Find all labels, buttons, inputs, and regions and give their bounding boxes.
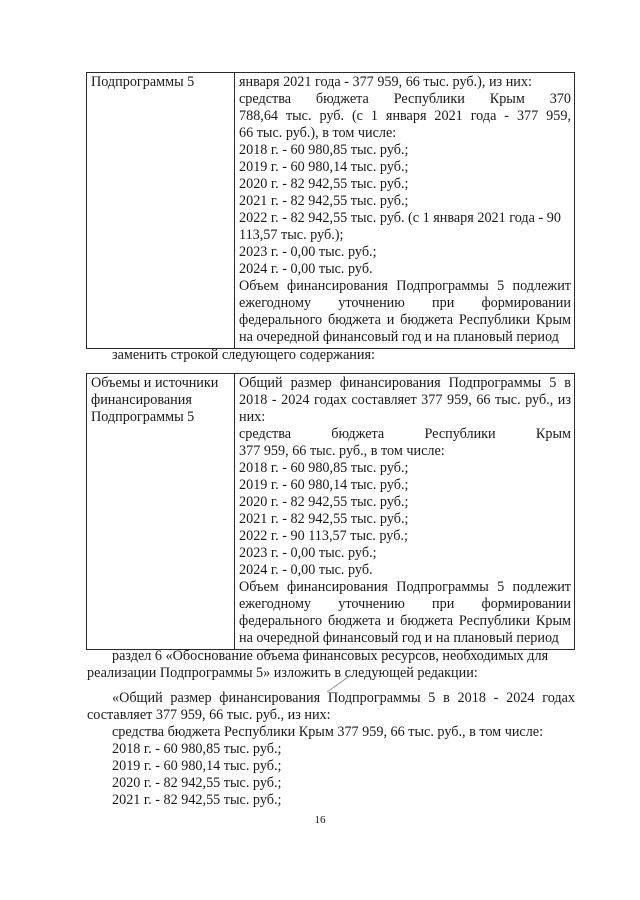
content-line: 2018 г. - 60 980,85 тыс. руб.; bbox=[239, 142, 409, 158]
content-line: федерального бюджета и бюджета Республики Крым bbox=[239, 613, 571, 629]
content-line: 2023 г. - 0,00 тыс. руб.; bbox=[239, 545, 377, 561]
table-content-cell bbox=[235, 374, 575, 650]
content-line: 2022 г. - 90 113,57 тыс. руб.; bbox=[239, 528, 408, 544]
content-line: на очередной финансовый год и на плановый период bbox=[239, 630, 559, 646]
financing-table-new bbox=[86, 373, 575, 650]
content-line: 2021 г. - 82 942,55 тыс. руб.; bbox=[239, 193, 409, 209]
page-number: 16 bbox=[314, 814, 326, 826]
content-line: 377 959, 66 тыс. руб., в том числе: bbox=[239, 443, 445, 459]
table-label-line: финансирования bbox=[91, 392, 192, 408]
content-line: Объем финансирования Подпрограммы 5 подлежит bbox=[239, 278, 571, 294]
quote-line: «Общий размер финансирования Подпрограммы 5 в 2018 - 2024 годах bbox=[112, 690, 575, 706]
content-line: 2023 г. - 0,00 тыс. руб.; bbox=[239, 244, 377, 260]
content-line: 66 тыс. руб.), в том числе: bbox=[239, 125, 397, 141]
quote-line: 2018 г. - 60 980,85 тыс. руб.; bbox=[112, 741, 282, 757]
content-line: 2024 г. - 0,00 тыс. руб. bbox=[239, 562, 373, 578]
content-line: федерального бюджета и бюджета Республики Крым bbox=[239, 312, 571, 328]
quote-line: составляет 377 959, 66 тыс. руб., из них: bbox=[87, 707, 331, 723]
content-line: ежегодному уточнению при формировании bbox=[239, 596, 571, 612]
content-line: Общий размер финансирования Подпрограммы 5 в bbox=[239, 375, 571, 391]
content-line: 2019 г. - 60 980,14 тыс. руб.; bbox=[239, 159, 409, 175]
content-line: на очередной финансовый год и на плановый период bbox=[239, 329, 559, 345]
table-content-cell bbox=[235, 73, 575, 349]
content-line: 2021 г. - 82 942,55 тыс. руб.; bbox=[239, 511, 409, 527]
content-line: Объем финансирования Подпрограммы 5 подлежит bbox=[239, 579, 571, 595]
content-line: 2019 г. - 60 980,14 тыс. руб.; bbox=[239, 477, 409, 493]
section-intro-line: реализации Подпрограммы 5» изложить в следующей редакции: bbox=[87, 665, 478, 681]
content-line: ежегодному уточнению при формировании bbox=[239, 295, 571, 311]
content-line: них: bbox=[239, 409, 266, 425]
content-line: средства бюджета Республики Крым 370 bbox=[239, 91, 571, 107]
table-label-cell bbox=[87, 374, 235, 650]
quote-line: 2021 г. - 82 942,55 тыс. руб.; bbox=[112, 792, 282, 808]
content-line: 2024 г. - 0,00 тыс. руб. bbox=[239, 261, 373, 277]
content-line: января 2021 года - 377 959, 66 тыс. руб.), из них: bbox=[239, 74, 532, 90]
content-line: средства бюджета Республики Крым bbox=[239, 426, 571, 442]
replace-instruction: заменить строкой следующего содержания: bbox=[112, 347, 375, 363]
table-label: Подпрограммы 5 bbox=[91, 74, 195, 90]
quote-line: 2019 г. - 60 980,14 тыс. руб.; bbox=[112, 758, 282, 774]
content-line: 2018 - 2024 годах составляет 377 959, 66 тыс. руб., из bbox=[239, 392, 571, 408]
table-label-line: Подпрограммы 5 bbox=[91, 409, 195, 425]
table-label-cell bbox=[87, 73, 235, 349]
table-label-line: Объемы и источники bbox=[91, 375, 219, 391]
table-row bbox=[87, 374, 575, 650]
content-line: 2022 г. - 82 942,55 тыс. руб. (с 1 января 2021 года - 90 bbox=[239, 210, 561, 226]
content-line: 2020 г. - 82 942,55 тыс. руб.; bbox=[239, 176, 409, 192]
content-line: 113,57 тыс. руб.); bbox=[239, 227, 344, 243]
content-line: 2018 г. - 60 980,85 тыс. руб.; bbox=[239, 460, 409, 476]
section-intro-line: раздел 6 «Обоснование объема финансовых ресурсов, необходимых для bbox=[112, 648, 549, 664]
financing-table-old bbox=[86, 72, 575, 349]
quote-line: средства бюджета Республики Крым 377 959, 66 тыс. руб., в том числе: bbox=[112, 724, 544, 740]
content-line: 788,64 тыс. руб. (с 1 января 2021 года - 377 959, bbox=[239, 108, 571, 124]
table-row bbox=[87, 73, 575, 349]
content-line: 2020 г. - 82 942,55 тыс. руб.; bbox=[239, 494, 409, 510]
quote-line: 2020 г. - 82 942,55 тыс. руб.; bbox=[112, 775, 282, 791]
pen-mark-icon bbox=[325, 672, 355, 694]
